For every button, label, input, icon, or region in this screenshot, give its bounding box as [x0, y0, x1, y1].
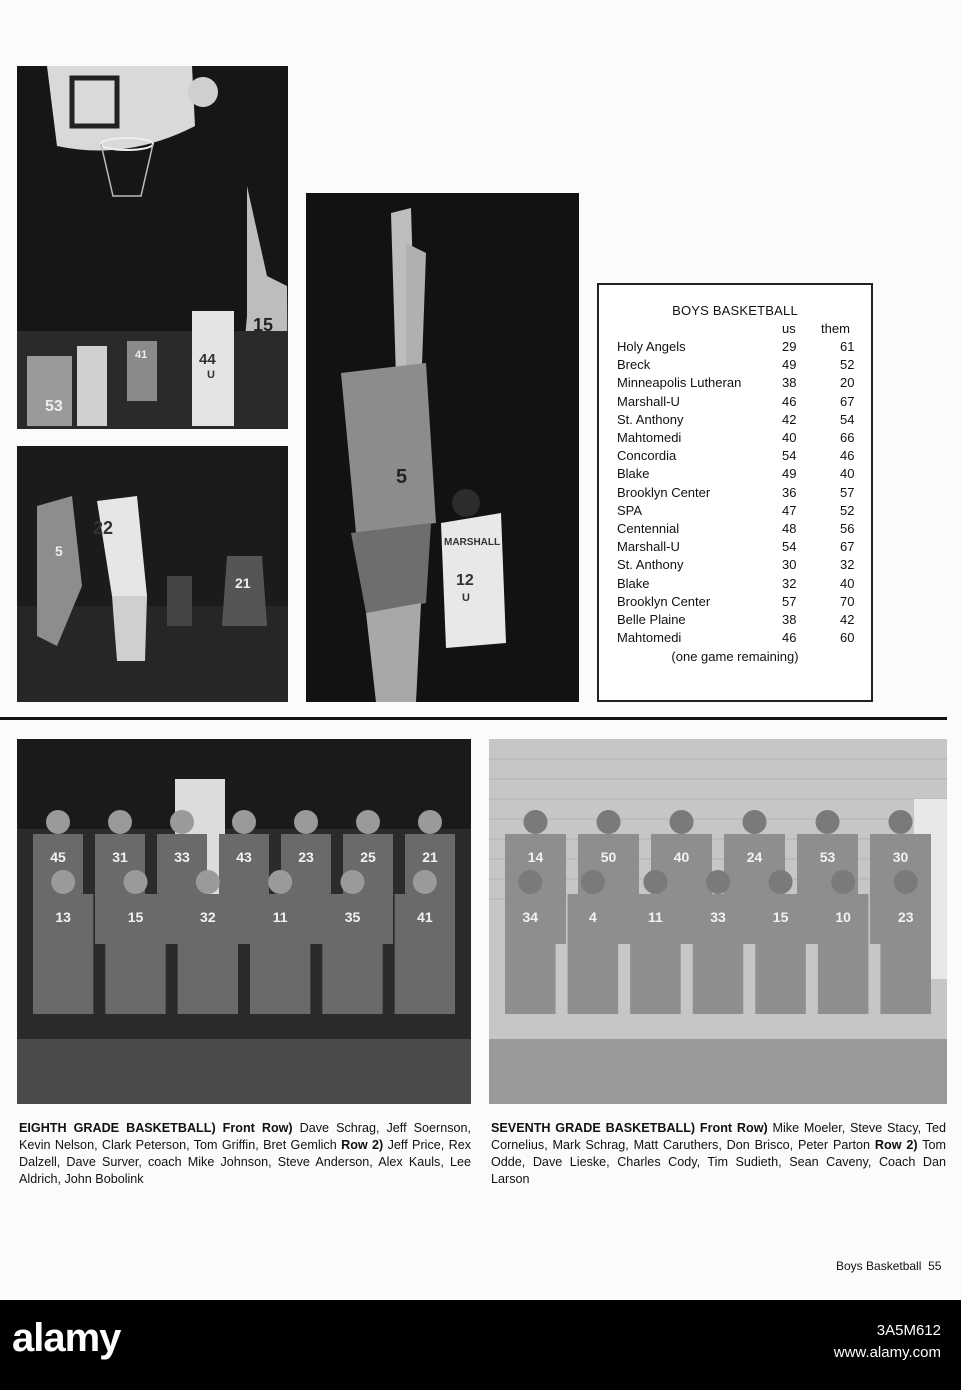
score-us: 38 — [782, 612, 797, 627]
caption-eighth-row2-label: Row 2) — [341, 1138, 384, 1152]
photo-seventh-grade-team-image — [489, 739, 947, 1104]
photo-eighth-grade-team-image — [17, 739, 471, 1104]
schedule-row — [599, 612, 871, 630]
score-us: 38 — [782, 375, 797, 391]
score-them: 66 — [840, 430, 855, 445]
opponent-name: Blake — [617, 466, 650, 482]
opponent-name: St. Anthony — [617, 411, 684, 427]
schedule-row — [599, 521, 871, 539]
opponent-name: Concordia — [617, 448, 677, 464]
jersey-team-text: MARSHALL — [444, 537, 501, 548]
caption-eighth-grade — [19, 1120, 471, 1188]
jersey-number-text: 23 — [897, 909, 914, 925]
jersey-number-text: 31 — [112, 849, 128, 865]
opponent-name: Breck — [617, 357, 651, 373]
jersey-number-text: 21 — [235, 575, 251, 591]
jersey-number-text: 5 — [55, 543, 63, 559]
opponent-name: Minneapolis Lutheran — [617, 375, 742, 391]
schedule-row — [599, 503, 871, 521]
schedule-row — [599, 357, 871, 375]
jersey-number-text: 5 — [396, 466, 408, 488]
score-them: 54 — [840, 411, 855, 427]
jersey-number-text: 14 — [527, 849, 544, 865]
opponent-name: Belle Plaine — [617, 612, 686, 627]
jersey-number-text: 50 — [600, 849, 617, 865]
photo-layup-action-image — [17, 446, 288, 702]
caption-seventh-row2: Tom Odde, Dave Lieske, Charles Cody, Tim Sudieth, Sean Caveny, Coach Dan Larson — [491, 1138, 947, 1186]
opponent-name: Brooklyn Center — [617, 484, 711, 500]
schedule-row — [599, 576, 871, 594]
schedule-row — [599, 485, 871, 503]
schedule-row — [599, 539, 871, 557]
jersey-number-text: 23 — [298, 849, 314, 865]
jersey-number-text: 43 — [236, 849, 252, 865]
column-header-them: them — [821, 321, 850, 336]
page-folio — [836, 1259, 941, 1273]
score-them: 32 — [840, 557, 855, 573]
jersey-number-text: 44 — [199, 351, 216, 368]
score-us: 54 — [782, 448, 797, 464]
opponent-name: Marshall-U — [617, 539, 680, 555]
caption-seventh-row2-label: Row 2) — [874, 1138, 918, 1152]
score-us: 40 — [782, 430, 797, 445]
schedule-row — [599, 557, 871, 575]
score-us: 30 — [782, 557, 797, 573]
section-divider — [0, 717, 947, 720]
score-them: 42 — [840, 612, 855, 627]
opponent-name: Marshall-U — [617, 393, 680, 409]
score-them: 52 — [840, 502, 855, 518]
score-us: 46 — [782, 393, 797, 409]
jersey-number-text: 11 — [272, 909, 288, 925]
schedule-row — [599, 394, 871, 412]
jersey-number-text: 25 — [360, 849, 376, 865]
caption-seventh-heading: SEVENTH GRADE BASKETBALL) Front Row) — [491, 1121, 768, 1135]
score-us: 48 — [782, 521, 797, 536]
schedule-title: BOYS BASKETBALL — [672, 303, 798, 318]
schedule-footnote: (one game remaining) — [671, 649, 799, 664]
caption-eighth-heading: EIGHTH GRADE BASKETBALL) Front Row) — [19, 1121, 293, 1135]
jersey-number-text: 40 — [673, 849, 690, 865]
schedule-row — [599, 466, 871, 484]
watermark-bar — [0, 1300, 961, 1390]
jersey-number-text: 21 — [422, 849, 438, 865]
jersey-number-text: 33 — [174, 849, 190, 865]
score-them: 40 — [840, 575, 855, 591]
photo-rebound — [306, 193, 579, 702]
jersey-number-text: 15 — [253, 315, 274, 335]
photo-jump-shot-image — [17, 66, 288, 429]
score-us: 42 — [782, 411, 797, 427]
score-us: 47 — [782, 502, 797, 518]
alamy-logo: alamy — [12, 1316, 121, 1360]
photo-rebound-image — [306, 193, 579, 702]
opponent-name: SPA — [617, 502, 643, 518]
jersey-number-text: 11 — [648, 909, 663, 925]
jersey-number-text: 53 — [819, 849, 836, 865]
jersey-number-text: 45 — [50, 849, 66, 865]
site-url: www.alamy.com — [833, 1344, 941, 1361]
score-them: 67 — [840, 393, 855, 409]
jersey-number-text: 22 — [93, 518, 114, 538]
caption-eighth-row2: Jeff Price, Rex Dalzell, Dave Surver, coach Mike Johnson, Steve Anderson, Alex Kauls, Lee Aldrich, John Bobolink — [19, 1138, 472, 1186]
caption-eighth-front-row: Dave Schrag, Jeff Soernson, Kevin Nelson, Clark Peterson, Tom Griffin, Bret Gemlich — [19, 1121, 471, 1152]
jersey-number-text: 13 — [55, 909, 71, 925]
schedule-row — [599, 339, 871, 357]
jersey-number-text: U — [462, 592, 470, 604]
jersey-number-text: 41 — [417, 909, 433, 925]
jersey-number-text: 30 — [892, 849, 909, 865]
score-them: 57 — [840, 484, 855, 500]
score-us: 49 — [782, 466, 797, 482]
schedule-results-box — [597, 283, 873, 702]
score-them: 67 — [840, 539, 855, 555]
score-us: 32 — [782, 575, 797, 591]
jersey-number-text: 41 — [135, 349, 148, 361]
score-them: 70 — [840, 593, 855, 609]
jersey-number-text: 34 — [522, 909, 539, 925]
photo-jump-shot — [17, 66, 288, 429]
image-id: 3A5M612 — [876, 1322, 941, 1339]
jersey-number-text: U — [207, 369, 215, 381]
opponent-name: Centennial — [617, 521, 680, 536]
photo-layup-action — [17, 446, 288, 702]
folio-page-number: 55 — [928, 1259, 942, 1273]
score-us: 29 — [782, 339, 797, 354]
score-us: 57 — [782, 593, 797, 609]
score-us: 46 — [782, 630, 797, 646]
jersey-number-text: 12 — [456, 572, 474, 589]
score-us: 36 — [782, 484, 797, 500]
jersey-number-text: 10 — [835, 909, 851, 925]
opponent-name: Mahtomedi — [617, 630, 682, 646]
schedule-row — [599, 430, 871, 448]
score-them: 52 — [840, 357, 855, 373]
jersey-number-text: 35 — [344, 909, 361, 925]
opponent-name: Mahtomedi — [617, 430, 682, 445]
jersey-number-text: 15 — [127, 909, 144, 925]
opponent-name: St. Anthony — [617, 557, 684, 573]
caption-seventh-grade — [491, 1120, 946, 1188]
folio-section: Boys Basketball — [836, 1259, 922, 1273]
opponent-name: Brooklyn Center — [617, 593, 711, 609]
jersey-number-text: 53 — [45, 398, 63, 415]
jersey-number-text: 24 — [746, 849, 763, 865]
score-us: 54 — [782, 539, 797, 555]
photo-seventh-grade-team — [489, 739, 947, 1104]
score-them: 46 — [840, 448, 855, 464]
schedule-row — [599, 375, 871, 393]
schedule-row — [599, 412, 871, 430]
score-them: 20 — [840, 375, 855, 391]
opponent-name: Holy Angels — [617, 339, 686, 354]
caption-seventh-front-row: Mike Moeler, Steve Stacy, Ted Cornelius, Mark Schrag, Matt Caruthers, Don Brisco, Peter Parton — [491, 1121, 946, 1152]
score-them: 40 — [840, 466, 855, 482]
score-them: 60 — [840, 630, 855, 646]
jersey-number-text: 33 — [710, 909, 726, 925]
jersey-number-text: 32 — [200, 909, 216, 925]
schedule-row — [599, 630, 871, 648]
opponent-name: Blake — [617, 575, 650, 591]
jersey-number-text: 4 — [588, 909, 597, 925]
score-them: 56 — [840, 521, 855, 536]
schedule-row — [599, 594, 871, 612]
schedule-row — [599, 448, 871, 466]
jersey-number-text: 15 — [772, 909, 789, 925]
column-header-us: us — [782, 321, 796, 336]
score-them: 61 — [840, 339, 855, 354]
photo-eighth-grade-team — [17, 739, 471, 1104]
score-us: 49 — [782, 357, 797, 373]
